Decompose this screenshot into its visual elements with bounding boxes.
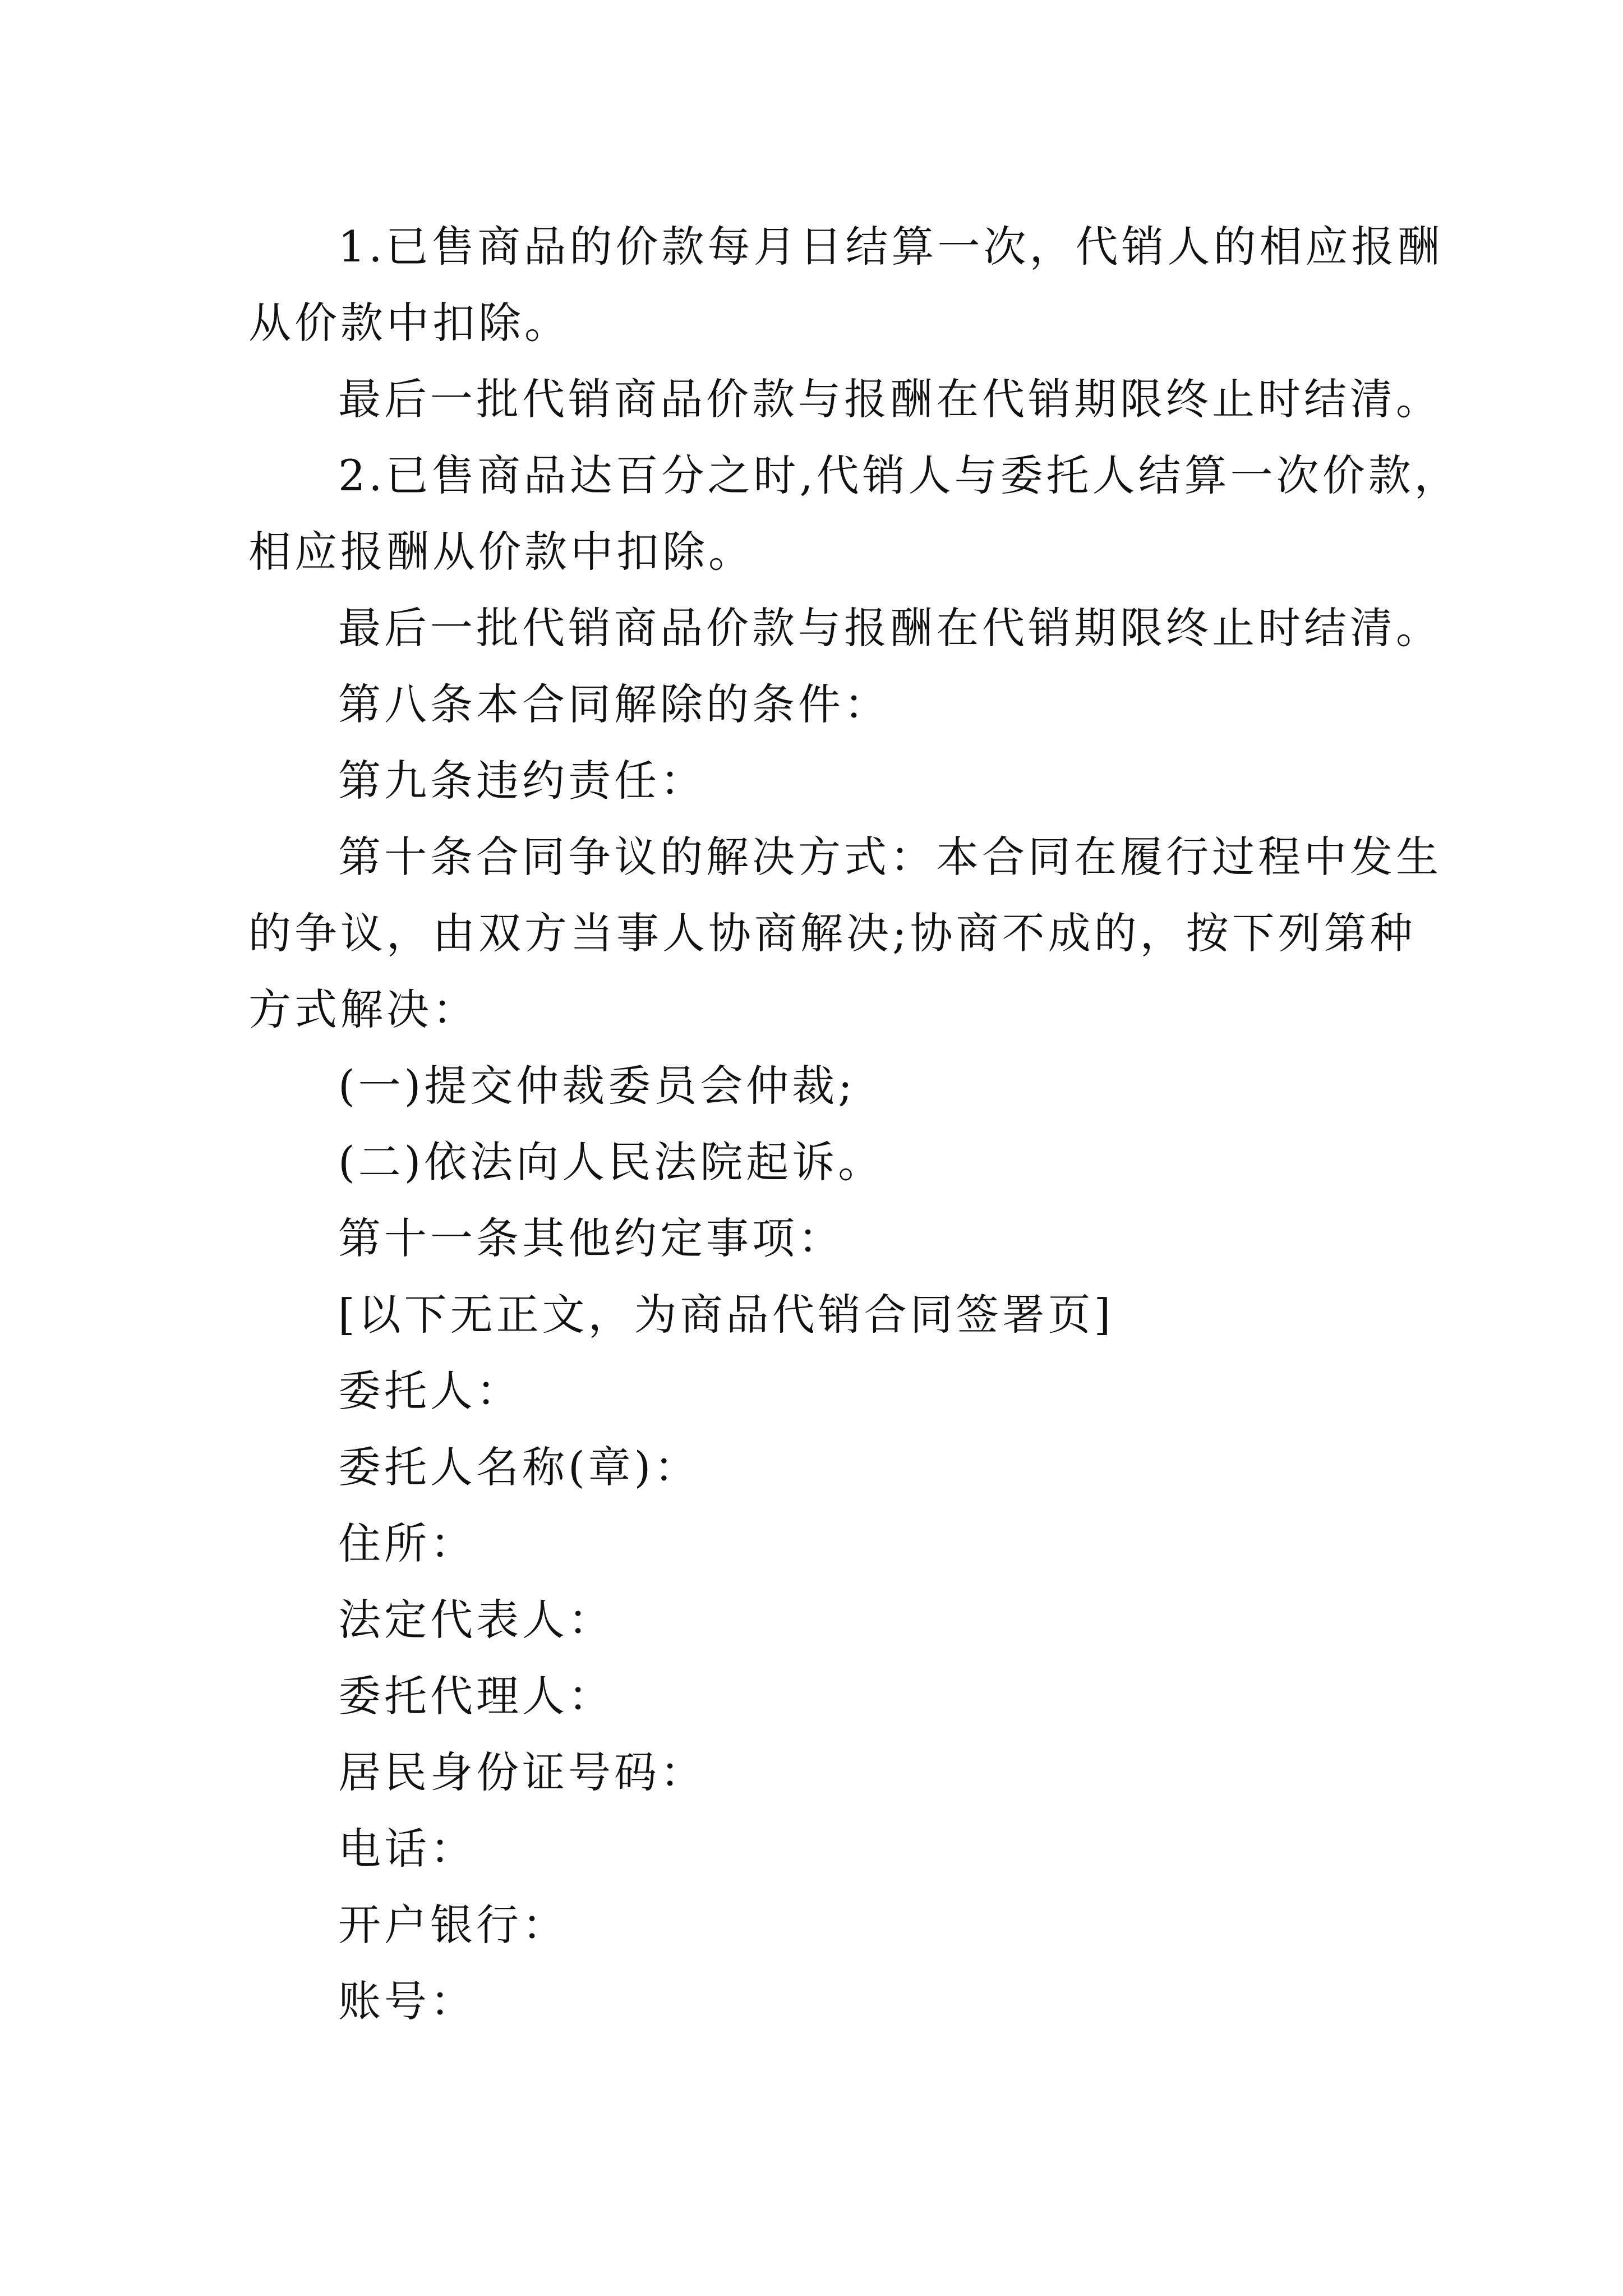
paragraph-final-settlement-2 (248, 590, 1442, 666)
field-label: 账号： (338, 1976, 476, 2026)
field-principal (248, 1353, 1393, 1429)
text-line: [以下无正文，为商品代销合同签署页] (338, 1290, 1114, 1340)
article-8-termination (248, 666, 1393, 743)
text-line: 第八条本合同解除的条件： (338, 679, 890, 729)
signature-page-note (248, 1277, 1393, 1353)
field-label: 住所： (338, 1519, 476, 1568)
text-line: 从价款中扣除。 (248, 298, 570, 348)
dispute-option-arbitration (248, 1048, 1393, 1124)
field-label: 委托人： (338, 1366, 522, 1416)
document-body (248, 209, 1460, 2040)
field-label: 电话： (338, 1824, 476, 1874)
text-line: (一)提交仲裁委员会仲裁; (338, 1061, 856, 1111)
field-label: 委托代理人： (338, 1671, 614, 1721)
field-label: 居民身份证号码： (338, 1747, 706, 1797)
article-11-other (248, 1200, 1393, 1277)
text-line: 最后一批代销商品价款与报酬在代销期限终止时结清。 (338, 603, 1442, 653)
paragraph-final-settlement-1 (248, 361, 1442, 438)
text-line: 最后一批代销商品价款与报酬在代销期限终止时结清。 (338, 374, 1442, 424)
field-legal-representative (248, 1582, 1393, 1658)
text-line: 相应报酬从价款中扣除。 (248, 527, 754, 577)
field-authorized-agent (248, 1658, 1393, 1734)
text-line: 方式解决： (248, 984, 478, 1034)
field-account (248, 1963, 1393, 2040)
field-id-number (248, 1734, 1393, 1811)
paragraph-settlement-percentage (248, 438, 1460, 590)
field-label: 开户银行： (338, 1900, 568, 1950)
text-line: 第九条违约责任： (338, 756, 706, 806)
paragraph-settlement-monthly (248, 209, 1444, 361)
text-line: (二)依法向人民法院起诉。 (338, 1137, 884, 1187)
text-line: 第十一条其他约定事项： (338, 1213, 844, 1263)
article-10-dispute (248, 819, 1442, 1048)
field-label: 法定代表人： (338, 1595, 614, 1645)
text-line: 1.已售商品的价款每月日结算一次，代销人的相应报酬 (338, 222, 1444, 272)
article-9-liability (248, 743, 1393, 819)
text-line: 的争议，由双方当事人协商解决;协商不成的，按下列第种 (248, 908, 1416, 958)
field-address (248, 1506, 1393, 1582)
field-principal-name (248, 1429, 1393, 1506)
field-bank (248, 1887, 1393, 1963)
text-line: 第十条合同争议的解决方式：本合同在履行过程中发生 (338, 832, 1442, 882)
dispute-option-court (248, 1124, 1393, 1200)
field-phone (248, 1811, 1393, 1887)
field-label: 委托人名称(章)： (338, 1442, 700, 1492)
text-line: 2.已售商品达百分之时,代销人与委托人结算一次价款， (338, 450, 1460, 500)
